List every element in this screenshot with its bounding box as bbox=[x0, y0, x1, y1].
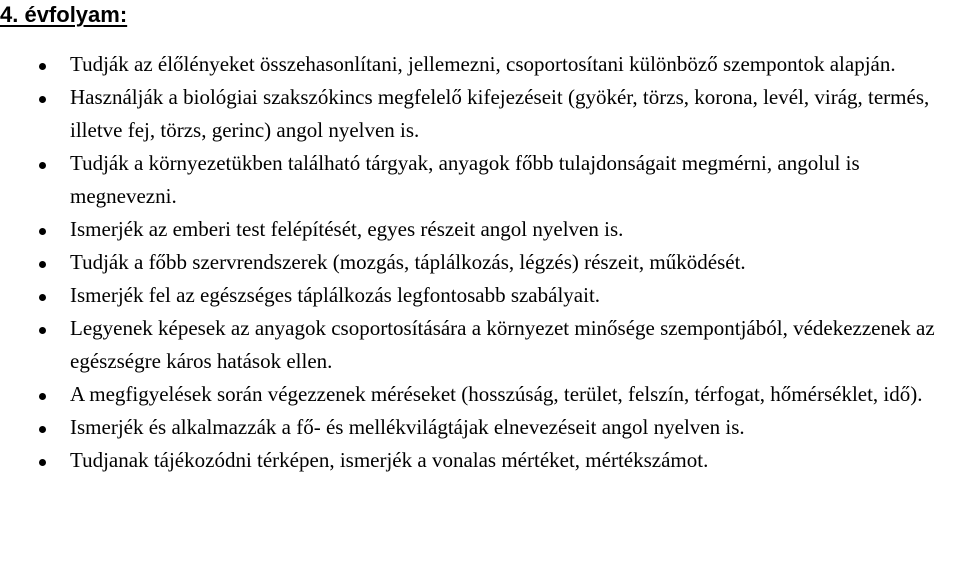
list-item-text: A megfigyelések során végezzenek méréseket (hosszúság, terület, felszín, térfogat, hőmérséklet, idő). bbox=[70, 382, 923, 406]
objectives-list bbox=[0, 48, 960, 477]
list-item-text: Használják a biológiai szakszókincs megfelelő kifejezéseit (gyökér, törzs, korona, levél, virág, termés, illetve fej, törzs, gerinc) angol nyelven is. bbox=[70, 85, 930, 142]
bullet-icon bbox=[39, 63, 46, 70]
list-item bbox=[0, 279, 960, 312]
list-item bbox=[0, 378, 960, 411]
list-item-text: Ismerjék és alkalmazzák a fő- és mellékvilágtájak elnevezéseit angol nyelven is. bbox=[70, 415, 745, 439]
list-item bbox=[0, 213, 960, 246]
page-heading: 4. évfolyam: bbox=[0, 2, 128, 27]
list-item bbox=[0, 411, 960, 444]
list-item-text: Ismerjék fel az egészséges táplálkozás legfontosabb szabályait. bbox=[70, 283, 601, 307]
bullet-icon bbox=[39, 393, 46, 400]
bullet-icon bbox=[39, 96, 46, 103]
bullet-icon bbox=[39, 459, 46, 466]
bullet-icon bbox=[39, 261, 46, 268]
list-item-text: Legyenek képesek az anyagok csoportosítására a környezet minősége szempontjából, védekezzenek az egészségre káros hatások ellen. bbox=[70, 316, 935, 373]
list-item bbox=[0, 48, 960, 81]
bullet-icon bbox=[39, 162, 46, 169]
list-item bbox=[0, 444, 960, 477]
list-item-text: Tudják a környezetükben található tárgyak, anyagok főbb tulajdonságait megmérni, angolul is megnevezni. bbox=[70, 151, 860, 208]
bullet-icon bbox=[39, 294, 46, 301]
list-item-text: Ismerjék az emberi test felépítését, egyes részeit angol nyelven is. bbox=[70, 217, 624, 241]
list-item-text: Tudjanak tájékozódni térképen, ismerjék a vonalas mértéket, mértékszámot. bbox=[70, 448, 709, 472]
list-item-text: Tudják a főbb szervrendszerek (mozgás, táplálkozás, légzés) részeit, működését. bbox=[70, 250, 746, 274]
bullet-icon bbox=[39, 426, 46, 433]
list-item bbox=[0, 246, 960, 279]
list-item-text: Tudják az élőlényeket összehasonlítani, jellemezni, csoportosítani különböző szempontok alapján. bbox=[70, 52, 896, 76]
bullet-icon bbox=[39, 327, 46, 334]
list-item bbox=[0, 81, 960, 147]
list-item bbox=[0, 147, 960, 213]
list-item bbox=[0, 312, 960, 378]
bullet-icon bbox=[39, 228, 46, 235]
